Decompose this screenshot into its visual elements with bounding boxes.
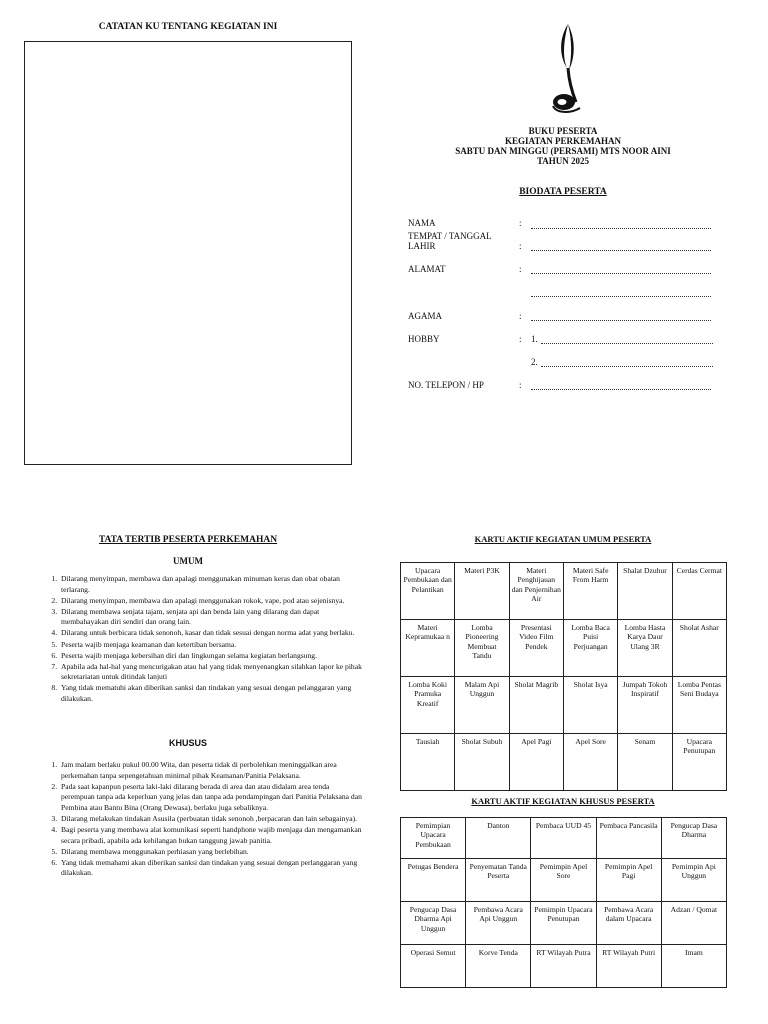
biodata-fill-line[interactable] — [531, 310, 711, 321]
biodata-fill-line[interactable] — [531, 379, 711, 390]
list-item: 2. Pada saat kapanpun peserta laki-laki dilarang berada di area dan atau didalam area tenda perempuan tanpa ada keperluan yang jelas dan tanpa ada pendampingan dari Panitia Pelaksana dan Pembina atau Bantu Bina (Orang Dewasa), berlaku juga sebaliknya. — [59, 782, 364, 814]
table-row — [401, 677, 727, 734]
biodata-colon: : — [519, 311, 522, 321]
table-cell: Sholat Subuh — [455, 734, 509, 791]
table-cell: Presentasi Video Film Pendek — [509, 620, 563, 677]
table-cell: Materi Penghijauan dan Penjernihan Air — [509, 563, 563, 620]
biodata-fill-line[interactable] — [531, 286, 711, 297]
cover-line: KEGIATAN PERKEMAHAN — [505, 136, 621, 146]
biodata-fill-line[interactable] — [541, 333, 713, 344]
table-cell: Pembawa Acara Api Unggun — [466, 902, 531, 945]
table-row — [401, 734, 727, 791]
umum-title: UMUM — [173, 556, 203, 566]
biodata-label-telepon: NO. TELEPON / HP — [408, 380, 484, 390]
table-row — [401, 859, 727, 902]
table-cell: Lomba Hasta Karya Daur Ulang 3R — [618, 620, 672, 677]
list-item: 4. Bagi peserta yang membawa alat komunikasi seperti handphone wajib menjaga dan mengamankan secara pribadi, apabila ada kehilangan bukan tanggung jawab panitia. — [59, 825, 364, 846]
table-cell: Sholat Magrib — [509, 677, 563, 734]
kartu-khusus-table — [400, 817, 727, 988]
biodata-fill-line[interactable] — [531, 240, 711, 251]
table-cell: RT Wilayah Putri — [596, 945, 661, 988]
table-cell: Lomba Baca Puisi Perjuangan — [563, 620, 617, 677]
cover-line: BUKU PESERTA — [528, 126, 598, 136]
hobby-number: 2. — [531, 357, 538, 367]
table-cell: Malam Api Unggun — [455, 677, 509, 734]
table-cell: Pembaca UUD 45 — [531, 818, 596, 859]
table-cell: Danton — [466, 818, 531, 859]
table-cell: Upacara Penutupan — [672, 734, 726, 791]
table-cell: Cerdas Cermat — [672, 563, 726, 620]
table-cell: Pemimpin Apel Pagi — [596, 859, 661, 902]
biodata-fill-line[interactable] — [531, 218, 711, 229]
khusus-rules-list — [40, 760, 364, 880]
table-cell: Apel Pagi — [509, 734, 563, 791]
biodata-colon: : — [519, 264, 522, 274]
table-row — [401, 620, 727, 677]
biodata-colon: : — [519, 380, 522, 390]
list-item: 5. Dilarang membawa menggunakan perhiasan yang berlebihan. — [59, 847, 364, 858]
table-cell: Penyematan Tanda Peserta — [466, 859, 531, 902]
table-cell: Lomba Pentas Seni Budaya — [672, 677, 726, 734]
hobby-number: 1. — [531, 334, 538, 344]
table-cell: Materi P3K — [455, 563, 509, 620]
table-cell: Jumpah Tokoh Inspiratif — [618, 677, 672, 734]
list-item: 4. Dilarang untuk berbicara tidak senonoh, kasar dan tidak sesuai dengan norma adat yang berlaku. — [59, 628, 364, 639]
table-cell: Pemimpin Api Unggun — [661, 859, 726, 902]
list-item: 3. Dilarang membawa senjata tajam, senjata api dan benda lain yang dilarang dan dapat membahayakan diri sendiri dan orang lain. — [59, 607, 364, 628]
table-row — [401, 563, 727, 620]
list-item: 1. Dilarang menyimpan, membawa dan apalagi menggunakan minuman keras dan obat obatan terlarang. — [59, 574, 364, 595]
list-item: 6. Yang tidak memahami akan diberikan sanksi dan tindakan yang sesuai dengan perlanggaran yang dilakukan. — [59, 858, 364, 879]
list-item: 1. Jam malam berlaku pukul 00.00 Wita, dan peserta tidak di perbolehkan meninggalkan area perkemahan tanpa sepengetahuan minimal pihak Keamanan/Panitia Pelaksana. — [59, 760, 364, 781]
table-cell: Pembawa Acara dalam Upacara — [596, 902, 661, 945]
table-cell: Imam — [661, 945, 726, 988]
biodata-fill-line[interactable] — [531, 263, 711, 274]
biodata-label-nama: NAMA — [408, 218, 436, 228]
biodata-colon: : — [519, 218, 522, 228]
kartu-khusus-title: KARTU AKTIF KEGIATAN KHUSUS PESERTA — [471, 796, 655, 806]
table-cell: Lomba Koki Pramuka Kreatif — [401, 677, 455, 734]
table-cell: Pengucap Dasa Dharma — [661, 818, 726, 859]
table-cell: Materi Kepramukaa n — [401, 620, 455, 677]
table-cell: Lomba Pioneering Membuat Tandu — [455, 620, 509, 677]
umum-rules-list — [40, 574, 364, 705]
biodata-colon: : — [519, 241, 522, 251]
table-cell: Pemimpin Upacara Penutupan — [531, 902, 596, 945]
list-item: 7. Apabila ada hal-hal yang mencurigakan atau hal yang tidak menyenangkan silahkan lapor ke pihak sekretariatan untuk ditindak lanjuti — [59, 662, 364, 683]
table-cell: Tausiah — [401, 734, 455, 791]
kartu-umum-table — [400, 562, 727, 791]
list-item: 2. Dilarang menyimpan, membawa dan apalagi menggunakan rokok, vape, pod atau sejenisnya. — [59, 596, 364, 607]
list-item: 8. Yang tidak mematuhi akan diberikan sanksi dan tindakan yang sesuai dengan pelanggaran yang dilakukan. — [59, 683, 364, 704]
table-cell: Operasi Semut — [401, 945, 466, 988]
table-cell: Petugas Bendera — [401, 859, 466, 902]
tunas-kelapa-logo — [550, 22, 586, 116]
table-row — [401, 818, 727, 859]
table-cell: Pemimpin Apel Sore — [531, 859, 596, 902]
table-cell: Materi Safe From Harm — [563, 563, 617, 620]
cover-line: TAHUN 2025 — [536, 156, 590, 166]
table-row — [401, 902, 727, 945]
table-cell: Pemimpian Upacara Pembukaan — [401, 818, 466, 859]
biodata-fill-line[interactable] — [541, 356, 713, 367]
cover-line: SABTU DAN MINGGU (PERSAMI) MTS NOOR AINI — [455, 146, 671, 156]
table-cell: Sholat Ashar — [672, 620, 726, 677]
table-cell: Senam — [618, 734, 672, 791]
notes-box — [24, 41, 352, 465]
list-item: 6. Peserta wajib menjaga kebersihan diri dan lingkungan selama kegiatan berlangsung. — [59, 651, 364, 662]
table-cell: Shalat Dzuhur — [618, 563, 672, 620]
biodata-label-agama: AGAMA — [408, 311, 443, 321]
kartu-umum-title: KARTU AKTIF KEGIATAN UMUM PESERTA — [474, 534, 652, 544]
notes-title: CATATAN KU TENTANG KEGIATAN INI — [98, 22, 278, 32]
biodata-label-alamat: ALAMAT — [408, 264, 446, 274]
biodata-title: BIODATA PESERTA — [519, 187, 607, 197]
table-cell: RT Wilayah Putra — [531, 945, 596, 988]
table-cell: Pengucap Dasa Dharma Api Unggun — [401, 902, 466, 945]
table-cell: Pembaca Pancasila — [596, 818, 661, 859]
table-cell: Upacara Pembukaan dan Pelantikan — [401, 563, 455, 620]
rules-title: TATA TERTIB PESERTA PERKEMAHAN — [98, 535, 278, 545]
table-row — [401, 945, 727, 988]
biodata-colon: : — [519, 334, 522, 344]
list-item: 3. Dilarang melakukan tindakan Asusila (perbuatan tidak senonoh ,berpacaran dan lain sebagainya). — [59, 814, 364, 825]
table-cell: Adzan / Qomat — [661, 902, 726, 945]
biodata-label-ttl: TEMPAT / TANGGAL LAHIR — [408, 231, 492, 251]
table-cell: Apel Sore — [563, 734, 617, 791]
cover-title — [408, 126, 718, 166]
table-cell: Korve Tenda — [466, 945, 531, 988]
khusus-title: KHUSUS — [168, 738, 207, 748]
list-item: 5. Peserta wajib menjaga keamanan dan ketertiban bersama. — [59, 640, 364, 651]
table-cell: Sholat Isya — [563, 677, 617, 734]
biodata-label-hobby: HOBBY — [408, 334, 440, 344]
